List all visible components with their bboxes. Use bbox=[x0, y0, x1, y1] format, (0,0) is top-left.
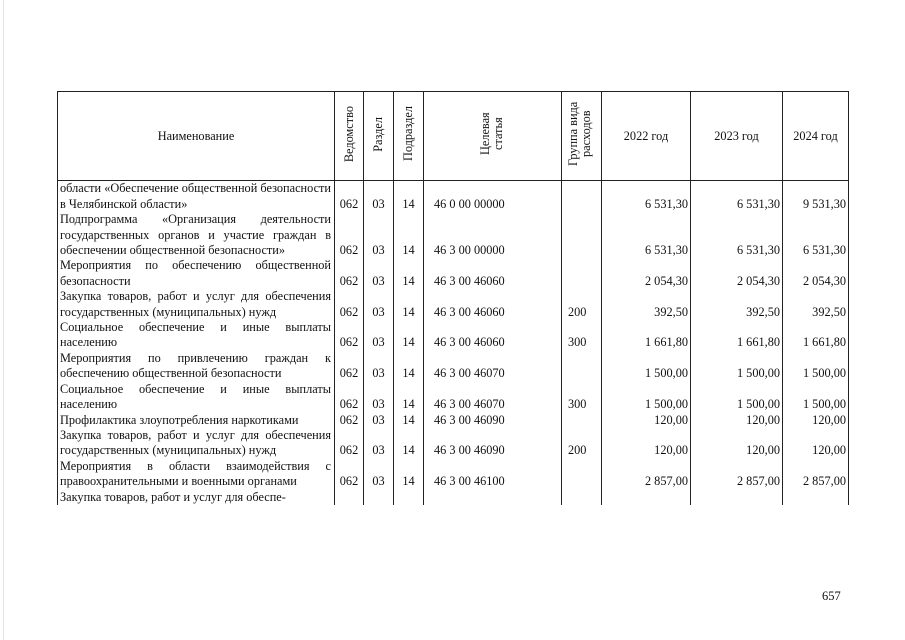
row-target: 46 3 00 46060 bbox=[424, 289, 562, 320]
table-header-row bbox=[58, 92, 849, 181]
row-target: 46 3 00 46070 bbox=[424, 351, 562, 382]
row-group bbox=[562, 490, 602, 505]
row-subsection: 14 bbox=[394, 459, 424, 490]
row-section: 03 bbox=[364, 413, 394, 428]
row-2023: 1 500,00 bbox=[691, 382, 783, 413]
row-target: 46 3 00 46060 bbox=[424, 320, 562, 351]
header-target bbox=[424, 92, 562, 181]
header-2023-label: 2023 год bbox=[714, 128, 759, 143]
row-group bbox=[562, 351, 602, 382]
row-name: области «Обеспечение общественной безопасности в Челябинской области» bbox=[58, 181, 335, 212]
page-margin-line bbox=[3, 0, 4, 640]
row-subsection: 14 bbox=[394, 258, 424, 289]
row-2022: 120,00 bbox=[602, 413, 691, 428]
row-section: 03 bbox=[364, 320, 394, 351]
page-number: 657 bbox=[822, 589, 841, 603]
row-dept: 062 bbox=[335, 320, 364, 351]
row-group bbox=[562, 413, 602, 428]
header-dept-label: Ведомство bbox=[341, 105, 356, 163]
row-2024 bbox=[783, 490, 849, 505]
row-2024: 1 500,00 bbox=[783, 351, 849, 382]
row-section: 03 bbox=[364, 289, 394, 320]
row-dept: 062 bbox=[335, 289, 364, 320]
row-2023: 1 661,80 bbox=[691, 320, 783, 351]
row-name: Мероприятия по обеспечению общественной безопасности bbox=[58, 258, 335, 289]
header-group-label: Группа вида расходов bbox=[565, 101, 593, 167]
row-subsection: 14 bbox=[394, 320, 424, 351]
row-target: 46 3 00 00000 bbox=[424, 212, 562, 258]
row-2023: 392,50 bbox=[691, 289, 783, 320]
row-name: Закупка товаров, работ и услуг для обеспе- bbox=[58, 490, 335, 505]
row-section bbox=[364, 490, 394, 505]
row-target: 46 3 00 46070 bbox=[424, 382, 562, 413]
header-2022-label: 2022 год bbox=[623, 128, 669, 143]
header-section bbox=[364, 92, 394, 181]
row-subsection: 14 bbox=[394, 351, 424, 382]
row-subsection: 14 bbox=[394, 212, 424, 258]
row-group: 200 bbox=[562, 428, 602, 459]
header-subsection bbox=[394, 92, 424, 181]
budget-table bbox=[57, 91, 849, 505]
row-name: Закупка товаров, работ и услуг для обеспечения государственных (муниципальных) нужд bbox=[58, 428, 335, 459]
row-2022: 1 500,00 bbox=[602, 382, 691, 413]
row-2024: 6 531,30 bbox=[783, 212, 849, 258]
row-group bbox=[562, 459, 602, 490]
row-2023: 120,00 bbox=[691, 413, 783, 428]
row-subsection: 14 bbox=[394, 289, 424, 320]
row-2024: 120,00 bbox=[783, 428, 849, 459]
row-2022: 120,00 bbox=[602, 428, 691, 459]
row-2024: 2 857,00 bbox=[783, 459, 849, 490]
table-row bbox=[58, 428, 849, 459]
header-2024 bbox=[783, 92, 849, 181]
row-section: 03 bbox=[364, 258, 394, 289]
row-2023 bbox=[691, 490, 783, 505]
row-dept: 062 bbox=[335, 459, 364, 490]
row-subsection: 14 bbox=[394, 413, 424, 428]
row-2022: 6 531,30 bbox=[602, 212, 691, 258]
table-row bbox=[58, 181, 849, 212]
table-body bbox=[58, 181, 849, 505]
row-group bbox=[562, 258, 602, 289]
table-row bbox=[58, 459, 849, 490]
row-section: 03 bbox=[364, 459, 394, 490]
row-name: Мероприятия в области взаимодействия с правоохранительными и военными органами bbox=[58, 459, 335, 490]
row-group bbox=[562, 181, 602, 212]
header-2022 bbox=[602, 92, 691, 181]
row-target: 46 0 00 00000 bbox=[424, 181, 562, 212]
row-group: 300 bbox=[562, 320, 602, 351]
row-2024: 1 661,80 bbox=[783, 320, 849, 351]
row-2024: 120,00 bbox=[783, 413, 849, 428]
row-dept: 062 bbox=[335, 413, 364, 428]
table-row bbox=[58, 320, 849, 351]
row-section: 03 bbox=[364, 382, 394, 413]
row-subsection: 14 bbox=[394, 382, 424, 413]
table-row bbox=[58, 382, 849, 413]
row-2023: 6 531,30 bbox=[691, 212, 783, 258]
header-dept bbox=[335, 92, 364, 181]
header-section-label: Раздел bbox=[371, 116, 385, 152]
row-dept: 062 bbox=[335, 181, 364, 212]
row-name: Социальное обеспечение и иные выплаты населению bbox=[58, 382, 335, 413]
row-dept: 062 bbox=[335, 258, 364, 289]
row-2023: 2 857,00 bbox=[691, 459, 783, 490]
row-subsection bbox=[394, 490, 424, 505]
table-row bbox=[58, 490, 849, 505]
row-2022: 2 857,00 bbox=[602, 459, 691, 490]
row-section: 03 bbox=[364, 351, 394, 382]
header-target-label: Целевая статья bbox=[477, 112, 505, 156]
row-group: 200 bbox=[562, 289, 602, 320]
row-dept: 062 bbox=[335, 351, 364, 382]
row-name: Мероприятия по привлечению граждан к обеспечению общественной безопасности bbox=[58, 351, 335, 382]
row-target: 46 3 00 46090 bbox=[424, 413, 562, 428]
row-target: 46 3 00 46090 bbox=[424, 428, 562, 459]
row-target: 46 3 00 46060 bbox=[424, 258, 562, 289]
row-name: Закупка товаров, работ и услуг для обеспечения государственных (муниципальных) нужд bbox=[58, 289, 335, 320]
row-dept: 062 bbox=[335, 428, 364, 459]
row-2024: 9 531,30 bbox=[783, 181, 849, 212]
header-name-label: Наименование bbox=[157, 128, 235, 143]
row-dept: 062 bbox=[335, 382, 364, 413]
row-2024: 1 500,00 bbox=[783, 382, 849, 413]
row-section: 03 bbox=[364, 428, 394, 459]
row-2022: 1 500,00 bbox=[602, 351, 691, 382]
table-row bbox=[58, 289, 849, 320]
row-2022 bbox=[602, 490, 691, 505]
table-row bbox=[58, 212, 849, 258]
row-2022: 392,50 bbox=[602, 289, 691, 320]
row-dept: 062 bbox=[335, 212, 364, 258]
row-dept bbox=[335, 490, 364, 505]
row-2023: 2 054,30 bbox=[691, 258, 783, 289]
header-2023 bbox=[691, 92, 783, 181]
row-section: 03 bbox=[364, 181, 394, 212]
header-group bbox=[562, 92, 602, 181]
row-2023: 6 531,30 bbox=[691, 181, 783, 212]
row-2022: 2 054,30 bbox=[602, 258, 691, 289]
row-2022: 6 531,30 bbox=[602, 181, 691, 212]
row-2024: 2 054,30 bbox=[783, 258, 849, 289]
row-name: Профилактика злоупотребления наркотиками bbox=[58, 413, 335, 428]
row-2023: 120,00 bbox=[691, 428, 783, 459]
row-subsection: 14 bbox=[394, 181, 424, 212]
row-subsection: 14 bbox=[394, 428, 424, 459]
table-row bbox=[58, 413, 849, 428]
row-2024: 392,50 bbox=[783, 289, 849, 320]
row-2022: 1 661,80 bbox=[602, 320, 691, 351]
row-name: Подпрограмма «Организация деятельности государственных органов и участие граждан в обеспечении общественной безопасности» bbox=[58, 212, 335, 258]
header-name bbox=[58, 92, 335, 181]
table-row bbox=[58, 351, 849, 382]
row-section: 03 bbox=[364, 212, 394, 258]
row-target bbox=[424, 490, 562, 505]
row-group: 300 bbox=[562, 382, 602, 413]
row-2023: 1 500,00 bbox=[691, 351, 783, 382]
header-2024-label: 2024 год bbox=[793, 128, 838, 143]
header-subsection-label: Подраздел bbox=[401, 106, 415, 162]
row-group bbox=[562, 212, 602, 258]
table-row bbox=[58, 258, 849, 289]
row-name: Социальное обеспечение и иные выплаты населению bbox=[58, 320, 335, 351]
row-target: 46 3 00 46100 bbox=[424, 459, 562, 490]
